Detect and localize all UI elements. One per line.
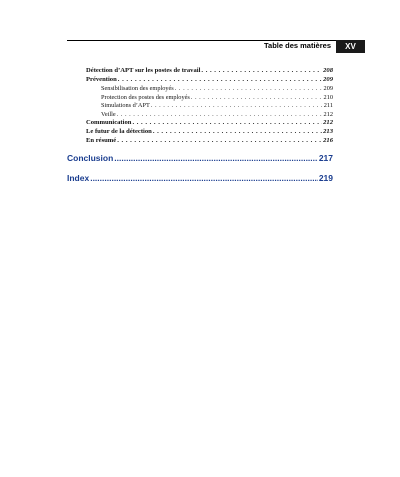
toc-entry-title: Détection d’APT sur les postes de travail bbox=[86, 67, 201, 74]
toc-entry-page: 216 bbox=[323, 137, 333, 144]
toc-leader-dots bbox=[90, 173, 318, 183]
toc-entry-title: En résumé bbox=[86, 137, 117, 144]
toc-entry-page: 209 bbox=[323, 76, 333, 83]
toc-subentry[interactable] bbox=[101, 94, 333, 101]
toc-entry-title: Communication bbox=[86, 119, 132, 126]
toc-leader-dots bbox=[201, 67, 322, 74]
toc-entry[interactable] bbox=[86, 119, 333, 126]
toc-entry[interactable] bbox=[86, 67, 333, 74]
toc-entry-page: 213 bbox=[323, 128, 333, 135]
toc-leader-dots bbox=[191, 94, 323, 101]
toc-chapter-page: 219 bbox=[318, 173, 333, 183]
toc-entry-title: Protection des postes des employés bbox=[101, 94, 190, 101]
running-header-title: Table des matières bbox=[264, 41, 331, 50]
toc-entry-page: 210 bbox=[323, 94, 333, 101]
toc-subentry[interactable] bbox=[101, 85, 333, 92]
toc-chapter-title: Conclusion bbox=[67, 153, 114, 163]
toc-entry-page: 211 bbox=[323, 102, 333, 109]
toc-entry-title: Prévention bbox=[86, 76, 117, 83]
toc-leader-dots bbox=[153, 128, 322, 135]
toc-leader-dots bbox=[151, 102, 323, 109]
toc-chapter-page: 217 bbox=[318, 153, 333, 163]
toc-entry-title: Sensibilisation des employés bbox=[101, 85, 174, 92]
toc-entry-title: Veille bbox=[101, 111, 116, 118]
toc-leader-dots bbox=[117, 111, 323, 118]
toc-subentry[interactable] bbox=[101, 102, 333, 109]
toc-entry-page: 212 bbox=[323, 119, 333, 126]
toc-entry[interactable] bbox=[86, 128, 333, 135]
toc-chapter-title: Index bbox=[67, 173, 90, 183]
toc-entry[interactable] bbox=[86, 137, 333, 144]
toc-leader-dots bbox=[114, 153, 318, 163]
toc-leader-dots bbox=[175, 85, 323, 92]
toc-chapter[interactable] bbox=[67, 153, 333, 163]
toc-entry-title: Le futur de la détection bbox=[86, 128, 152, 135]
toc-leader-dots bbox=[132, 119, 322, 126]
toc-entry-page: 209 bbox=[323, 85, 333, 92]
toc-subentry[interactable] bbox=[101, 111, 333, 118]
toc-leader-dots bbox=[117, 137, 322, 144]
toc-chapter[interactable] bbox=[67, 173, 333, 183]
toc-entry-page: 208 bbox=[323, 67, 333, 74]
page-number-box: XV bbox=[336, 40, 365, 53]
toc-entry-title: Simulations d’APT bbox=[101, 102, 150, 109]
toc-entry-page: 212 bbox=[323, 111, 333, 118]
toc-entry[interactable] bbox=[86, 76, 333, 83]
toc-leader-dots bbox=[118, 76, 322, 83]
